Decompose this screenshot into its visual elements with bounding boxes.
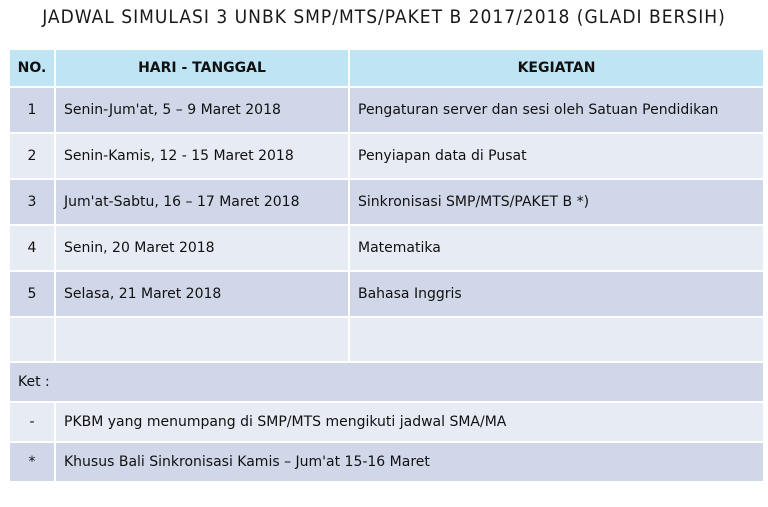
row-date: Jum'at-Sabtu, 16 – 17 Maret 2018 [55,179,349,225]
note-symbol: - [9,402,55,442]
row-number: 1 [9,87,55,133]
row-date: Senin-Kamis, 12 - 15 Maret 2018 [55,133,349,179]
empty-row [9,317,764,362]
row-activity: Sinkronisasi SMP/MTS/PAKET B *) [349,179,764,225]
header-activity: KEGIATAN [349,49,764,87]
table-row [9,179,764,225]
empty-cell [55,317,349,362]
row-date: Senin, 20 Maret 2018 [55,225,349,271]
table-header-row [9,49,764,87]
header-date: HARI - TANGGAL [55,49,349,87]
notes-label: Ket : [9,362,764,402]
table-row [9,271,764,317]
row-number: 2 [9,133,55,179]
header-no: NO. [9,49,55,87]
empty-cell [9,317,55,362]
table-row [9,133,764,179]
row-activity: Matematika [349,225,764,271]
row-activity: Bahasa Inggris [349,271,764,317]
note-item [9,402,764,442]
notes-label-row [9,362,764,402]
row-number: 4 [9,225,55,271]
page-title: JADWAL SIMULASI 3 UNBK SMP/MTS/PAKET B 2017/2018 (GLADI BERSIH) [42,6,726,28]
row-activity: Penyiapan data di Pusat [349,133,764,179]
table-row [9,87,764,133]
note-symbol: * [9,442,55,482]
note-text: PKBM yang menumpang di SMP/MTS mengikuti jadwal SMA/MA [55,402,764,442]
note-text: Khusus Bali Sinkronisasi Kamis – Jum'at 15-16 Maret [55,442,764,482]
schedule-table [8,48,765,483]
empty-cell [349,317,764,362]
row-date: Selasa, 21 Maret 2018 [55,271,349,317]
table-row [9,225,764,271]
row-activity: Pengaturan server dan sesi oleh Satuan Pendidikan [349,87,764,133]
note-item [9,442,764,482]
row-number: 3 [9,179,55,225]
row-date: Senin-Jum'at, 5 – 9 Maret 2018 [55,87,349,133]
row-number: 5 [9,271,55,317]
